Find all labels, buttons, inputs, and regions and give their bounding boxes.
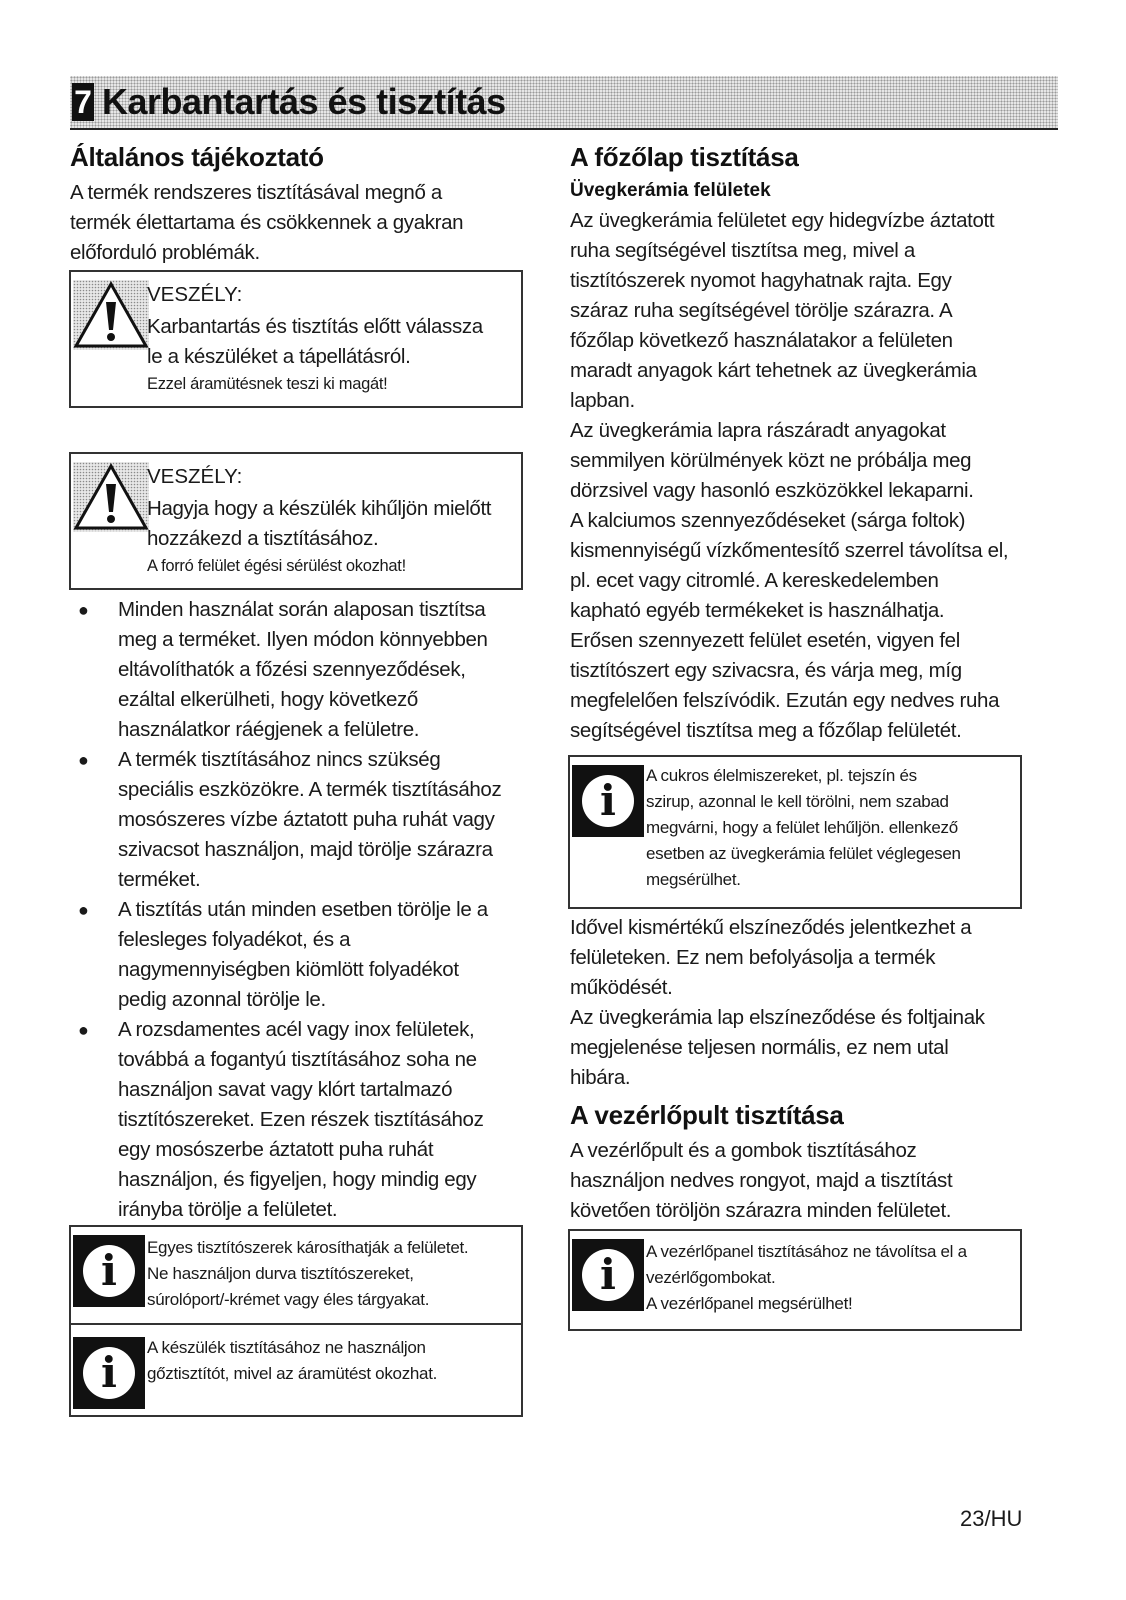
general-info-text: A termék rendszeres tisztításával megnő a termék élettartama és csökkennek a gyakran előforduló problémák. (70, 181, 464, 264)
general-info-section (70, 140, 530, 268)
info-text: A cukros élelmiszereket, pl. tejszín és szirup, azonnal le kell törölni, nem szabad megvárni, hogy a felület lehűljön. ellenkező esetben az üvegkerámia felület véglegesen megsérülhet. (646, 766, 961, 889)
danger-text: Karbantartás és tisztítás előtt válassza le a készüléket a tápellátásról. (147, 315, 483, 368)
list-item: ● A rozsdamentes acél vagy inox felületek, továbbá a fogantyú tisztításához soha ne használjon savat vagy klórt tartalmazó tisztítószereket. Ezen részek tisztításához egy mosószerbe áztatott puha ruhát használjon, és figyeljen, hogy mindig egy irányba törölje a felületet. (78, 1018, 484, 1221)
danger-title: VESZÉLY: (147, 283, 243, 306)
cleaning-bullets (70, 595, 540, 1225)
info-icon: i (73, 1337, 145, 1409)
info-text: Egyes tisztítószerek károsíthatják a felületet. Ne használjon durva tisztítószereket, súrolóport/-krémet vagy éles tárgyakat. (147, 1238, 469, 1309)
warning-triangle-icon (73, 280, 149, 350)
discoloration-text: Idővel kismértékű elszíneződés jelentkezhet a felületeken. Ez nem befolyásolja a termék működését. Az üvegkerámia lap elszíneződése és foltjainak megjelenése teljesen normális, ez nem utal hibára. (570, 916, 985, 1089)
chapter-title: Karbantartás és tisztítás (102, 81, 506, 122)
chapter-number: 7 (72, 83, 94, 121)
list-item: ● A tisztítás után minden esetben törölje le a felesleges folyadékot, és a nagymennyiségben kiömlött folyadékot pedig azonnal törölje le. (78, 898, 488, 1011)
danger-title: VESZÉLY: (147, 465, 243, 488)
info-icon: i (572, 765, 644, 837)
danger-box-power (69, 270, 523, 408)
warning-triangle-icon (73, 462, 149, 532)
danger-note: A forró felület égési sérülést okozhat! (147, 557, 406, 575)
list-item: ● Minden használat során alaposan tisztítsa meg a terméket. Ilyen módon könnyebben eltávolíthatók a főzési szennyeződések, ezáltal elkerülheti, hogy következő használatkor ráégjenek a felületre. (78, 598, 488, 741)
danger-text: Hagyja hogy a készülék kihűljön mielőtt hozzákezd a tisztításához. (147, 497, 492, 550)
general-info-title: Általános tájékoztató (70, 142, 324, 172)
chapter-header (70, 76, 1058, 130)
control-panel-title: A vezérlőpult tisztítása (570, 1100, 844, 1130)
info-box-sugary-food (568, 755, 1022, 909)
hob-cleaning-text: Az üvegkerámia felületet egy hidegvízbe áztatott ruha segítségével tisztítsa meg, mivel a tisztítószerek nyomot hagyhatnak rajta. Egy száraz ruha segítségével törölje szárazra. A főzőlap következő használatakor a felületen maradt anyagok kárt tehetnek az üvegkerámia lapban. Az üvegkerámia lapra rászáradt anyagokat semmilyen körülmények közt ne próbálja meg dörzsivel vagy hasonló eszközökkel lekaparni. A kalciumos szennyeződéseket (sárga foltok) kismennyiségű vízkőmentesítő szerrel távolítsa el, pl. ecet vagy citromlé. A kereskedelemben kapható egyéb termékeket is használhatja. Erősen szennyezett felület esetén, vigyen fel tisztítószert egy szivacsra, és várja meg, míg megfelelően felszívódik. Ezután egy nedves ruha segítségével tisztítsa meg a főzőlap felületét. (570, 209, 1009, 742)
page-number: 23/HU (960, 1506, 1023, 1531)
list-item: ● A termék tisztításához nincs szükség speciális eszközökre. A termék tisztításához mosószeres vízbe áztatott puha ruhát vagy szivacsot használjon, majd törölje szárazra terméket. (78, 748, 502, 891)
info-box-control-knobs (568, 1229, 1022, 1331)
info-text: A készülék tisztításához ne használjon gőztisztítót, mivel az áramütést okozhat. (147, 1338, 438, 1383)
info-icon: i (73, 1235, 145, 1307)
control-panel-section: A vezérlőpult tisztítása A vezérlőpult és a gombok tisztításához használjon nedves rongyot, majd a tisztítást követően töröljön szárazra minden felületet. (570, 1098, 1050, 1226)
info-text: A vezérlőpanel tisztításához ne távolítsa el a vezérlőgombokat. A vezérlőpanel megsérülhet! (646, 1242, 967, 1313)
hob-cleaning-title: A főzőlap tisztítása (570, 142, 799, 172)
glass-ceramic-subtitle: Üvegkerámia felületek (570, 180, 771, 201)
hob-cleaning-section (570, 140, 1050, 746)
info-icon: i (572, 1239, 644, 1311)
info-box-cleaning-agents (69, 1225, 523, 1417)
danger-box-hot (69, 452, 523, 590)
divider (71, 1323, 521, 1325)
danger-note: Ezzel áramütésnek teszi ki magát! (147, 375, 388, 393)
